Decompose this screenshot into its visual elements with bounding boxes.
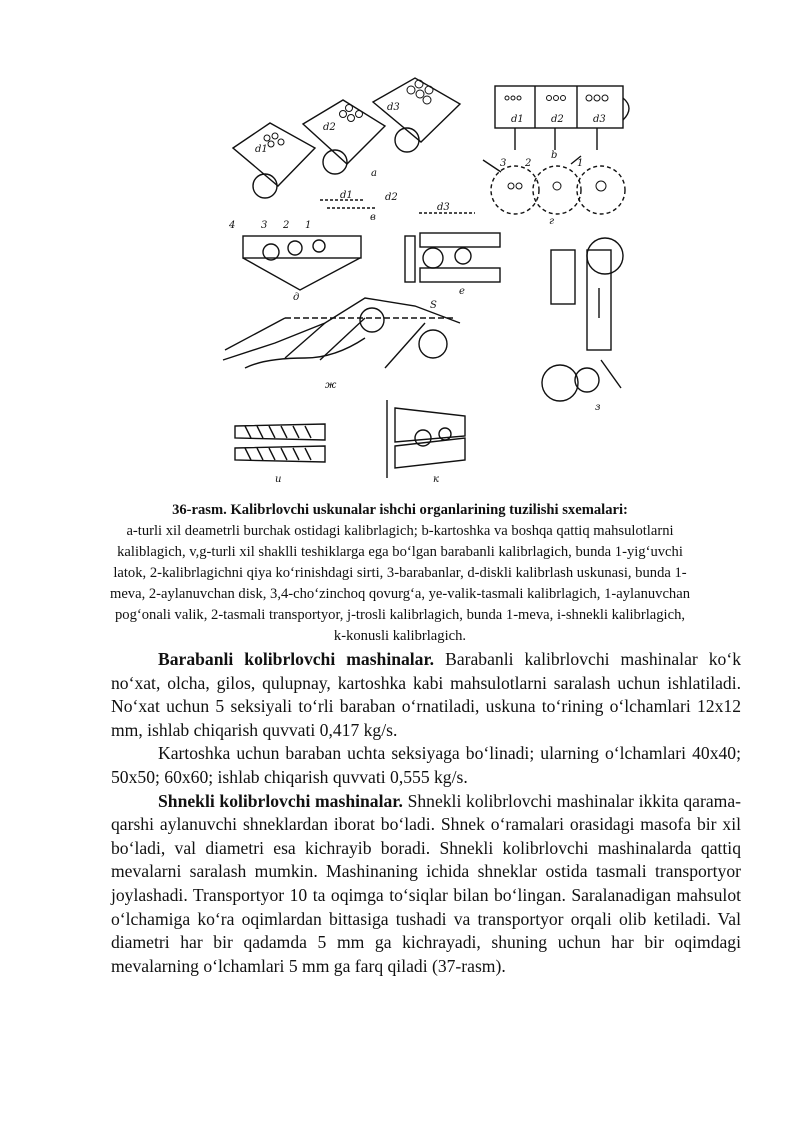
paragraph-2: Kartoshka uchun baraban uchta seksiyaga bo‘linadi; ularning o‘lchamlari 40x40; 50x50; 60x60; ishlab chiqarish quvvati 0,555 kg/s. (111, 743, 741, 787)
paragraph-3-text: Shnekli kolibrlovchi mashinalar ikkita qarama-qarshi aylanuvchi shneklardan iborat bo‘ladi. Shnek o‘ramalari orasidagi masofa bir xil bo‘ladi, val diametri esa kichrayib boradi. Shnekli kolibrlovchi mashinalarda qattiq mevalarni saralash mumkin. Mashinaning ichida shneklar ostida tasmali transportyor joylashadi. Transportyor 10 ta oqimga to‘siqlar bilan bo‘lingan. Saralanadigan mahsulot o‘lchamiga ko‘ra oqimlardan bittasiga tushadi va transportyor orqali olib ketiladi. Val diametri har bir qadamda 5 mm ga kichrayadi, shuning uchun har bir oqimdagi mevalarning o‘lchamlari 5 mm ga farq qiladi (37-rasm). (111, 790, 741, 976)
scheme-a (233, 78, 460, 198)
figure-caption (108, 500, 692, 647)
label-4: 4 (229, 220, 236, 231)
heading-drum-calibrators: Barabanli kolibrlovchi mashinalar. (158, 649, 435, 669)
label-b-d1: d1 (511, 114, 524, 125)
caption-body: a-turli xil deametrli burchak ostidagi kalibrlagich; b-kartoshka va boshqa qattiq mahsulotlarni kaliblagich, v,g-turli xil shaklli teshiklarga ega bo‘lgan barabanli kalibrlagich, bunda 1-yig‘uvchi latok, 2-kalibrlagichni qiya ko‘rinishdagi sirti, 3-barabanlar, d-diskli kalibrlash uskunasi, bunda 1-meva, 2-aylanuvchan disk, 3,4-cho‘zinchoq qovurg‘a, ye-valik-tasmali kalibrlagich, 1-aylanuvchan pog‘onali valik, 2-tasmali transportyor, j-trosli kalibrlagich, bunda 1-meva, i-shnekli kalibrlagich, k-konusli kalibrlagich. (109, 523, 691, 644)
scheme-i (235, 424, 325, 462)
label-b: b (551, 150, 558, 161)
label-s: S (430, 300, 437, 311)
label-d3: d3 (387, 102, 400, 113)
label-d-1: 1 (305, 220, 312, 231)
label-b-d3: d3 (593, 114, 606, 125)
label-1: 1 (577, 158, 584, 169)
label-v: в (370, 212, 376, 223)
caption-title: 36-rasm. Kalibrlovchi uskunalar ishchi organlarining tuzilishi sxemalari: (172, 502, 628, 518)
body-text (111, 648, 741, 978)
scheme-zh (223, 298, 460, 368)
label-b-d2: d2 (551, 114, 564, 125)
scheme-e (405, 233, 500, 282)
figure-36 (215, 68, 645, 488)
scheme-k (387, 400, 465, 478)
label-2: 2 (525, 158, 532, 169)
calibrator-schemes-drawing (215, 68, 645, 488)
scheme-z (542, 238, 623, 401)
paragraph-3 (111, 790, 741, 979)
paragraph-1 (111, 648, 741, 742)
label-disk-d2: d2 (385, 192, 398, 203)
label-k: к (433, 474, 439, 485)
label-d-3: 3 (261, 220, 268, 231)
label-3: 3 (500, 158, 507, 169)
label-d-2: 2 (283, 220, 290, 231)
label-a: a (371, 168, 377, 179)
label-e: е (459, 286, 465, 297)
label-d: д (293, 292, 300, 303)
label-zh: ж (325, 380, 337, 391)
label-disk-d1: d1 (340, 190, 353, 201)
label-z: з (595, 402, 601, 413)
label-d2: d2 (323, 122, 336, 133)
label-g: г (549, 216, 555, 227)
paragraph-1-text: Barabanli kalibrlovchi mashinalar ko‘k no‘xat, olcha, gilos, qulupnay, kartoshka kabi mahsulotlarni saralash uchun ishlatiladi. No‘xat uchun 5 seksiyali to‘rli baraban o‘rnatiladi, uskuna to‘rining o‘lchamlari 12x12 mm, ishlab chiqarish quvvati 0,417 kg/s. (111, 649, 742, 740)
label-i: и (275, 474, 282, 485)
scheme-d (243, 200, 475, 290)
label-d1: d1 (255, 144, 268, 155)
label-disk-d3: d3 (437, 202, 450, 213)
heading-screw-calibrators: Shnekli kolibrlovchi mashinalar. (158, 790, 403, 811)
